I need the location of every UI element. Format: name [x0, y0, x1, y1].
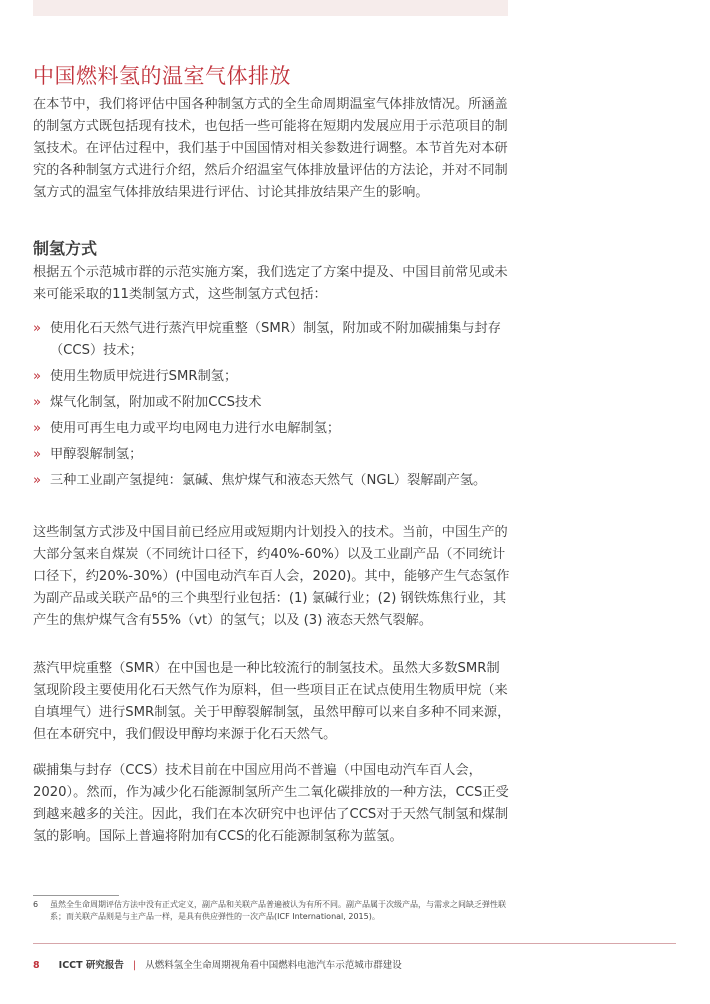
chevron-right-icon: »: [33, 395, 42, 410]
subsection-heading: 制氢方式: [33, 239, 98, 258]
footnote: [33, 899, 511, 923]
chevron-right-icon: »: [33, 321, 42, 336]
list-item: » 三种工业副产氢提纯：氯碱、焦炉煤气和液态天然气（NGL）裂解副产氢。: [33, 470, 511, 492]
intro-paragraph: 在本节中，我们将评估中国各种制氢方式的全生命周期温室气体排放情况。所涵盖的制氢方式既包括现有技术，也包括一些可能将在短期内发展应用于示范项目的制氢技术。在评估过程中，我们基于中国国情对相关参数进行调整。本节首先对本研究的各种制氢方式进行介绍，然后介绍温室气体排放量评估的方法论，并对不同制氢方式的温室气体排放结果进行评估、讨论其排放结果产生的影响。: [33, 97, 508, 200]
list-item: » 煤气化制氢，附加或不附加CCS技术: [33, 392, 511, 414]
footer-separator: |: [132, 960, 137, 971]
page-footer: [33, 957, 402, 971]
report-brand: ICCT 研究报告: [58, 960, 124, 971]
production-methods-list: [33, 318, 511, 496]
section-heading: 中国燃料氢的温室气体排放: [33, 64, 291, 88]
footnote-number: 6: [33, 900, 39, 909]
chevron-right-icon: »: [33, 369, 42, 384]
body-paragraph-1: 这些制氢方式涉及中国目前已经应用或短期内计划投入的技术。当前，中国生产的大部分氢来自煤炭（不同统计口径下，约40%-60%）以及工业副产品（不同统计口径下，约20%-30%）(中国电动汽车百人会，2020)。其中，能够产生气态氢作为副产品或关联产品⁶的三个典型行业包括：(1) 氯碱行业；(2) 钢铁炼焦行业，其产生的焦炉煤气含有55%（vt）的氢气；以及 (3) 液态天然气裂解。: [33, 525, 510, 628]
chevron-right-icon: »: [33, 447, 42, 462]
page-number: 8: [33, 960, 40, 971]
top-banner-strip: [33, 0, 508, 16]
list-item: » 使用可再生电力或平均电网电力进行水电解制氢；: [33, 418, 511, 440]
list-item: » 使用化石天然气进行蒸汽甲烷重整（SMR）制氢，附加或不附加碳捕集与封存（CCS）技术；: [33, 318, 511, 362]
footer-divider: [33, 943, 676, 944]
body-paragraph-3: 碳捕集与封存（CCS）技术目前在中国应用尚不普遍（中国电动汽车百人会，2020）。然而，作为减少化石能源制氢所产生二氧化碳排放的一种方法，CCS正受到越来越多的关注。因此，我们在本次研究中也评估了CCS对于天然气制氢和煤制氢的影响。国际上普遍将附加有CCS的化石能源制氢称为蓝氢。: [33, 763, 509, 844]
footnote-text: 虽然全生命周期评估方法中没有正式定义，副产品和关联产品普遍被认为有所不同。副产品属于次级产品，与需求之间缺乏弹性联系；而关联产品则是与主产品一样，是具有供应弹性的一次产品(ICF International, 2015)。: [50, 900, 506, 921]
list-item: » 使用生物质甲烷进行SMR制氢；: [33, 366, 511, 388]
chevron-right-icon: »: [33, 421, 42, 436]
body-paragraph-2: 蒸汽甲烷重整（SMR）在中国也是一种比较流行的制氢技术。虽然大多数SMR制氢现阶段主要使用化石天然气作为原料，但一些项目正在试点使用生物质甲烷（来自填埋气）进行SMR制氢。关于甲醇裂解制氢，虽然甲醇可以来自多种不同来源，但在本研究中，我们假设甲醇均来源于化石天然气。: [33, 661, 511, 742]
lead-paragraph: 根据五个示范城市群的示范实施方案，我们选定了方案中提及、中国目前常见或未来可能采取的11类制氢方式，这些制氢方式包括：: [33, 265, 508, 302]
chevron-right-icon: »: [33, 473, 42, 488]
report-title: 从燃料氢全生命周期视角看中国燃料电池汽车示范城市群建设: [145, 960, 402, 971]
list-item: » 甲醇裂解制氢；: [33, 444, 511, 466]
footnote-divider: [33, 895, 119, 896]
